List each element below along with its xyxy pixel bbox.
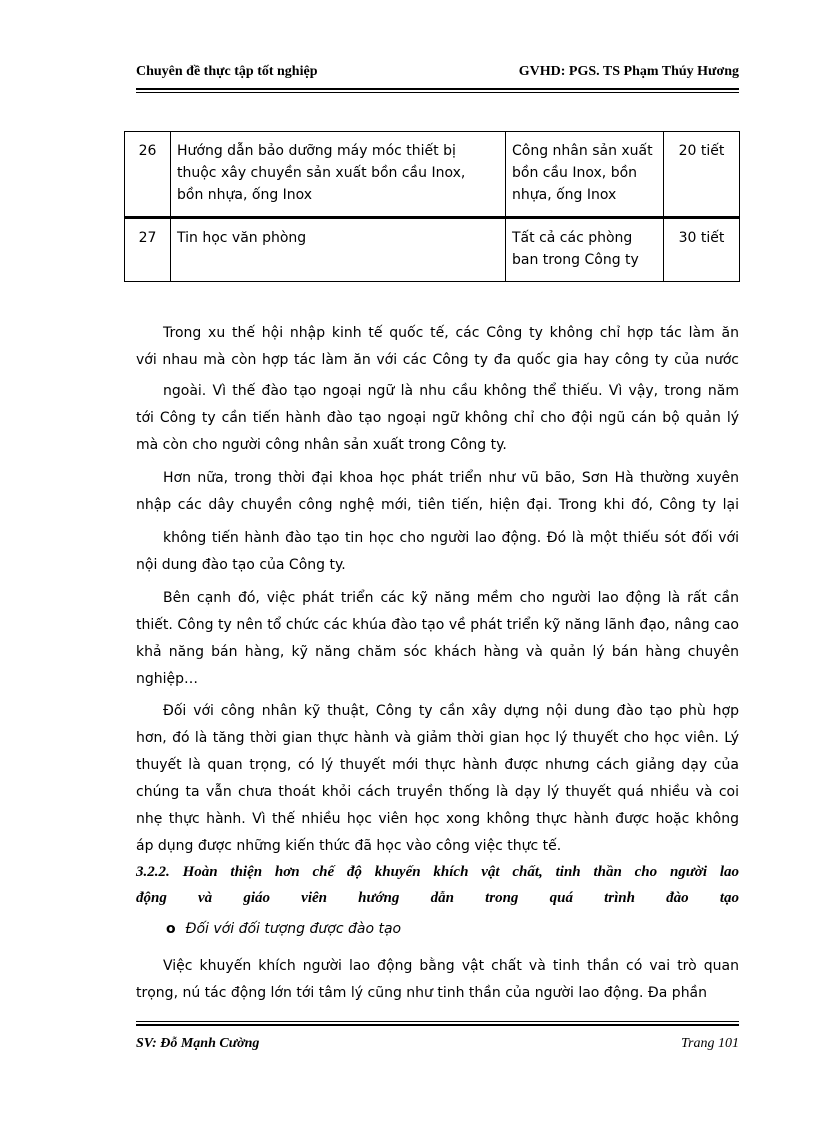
bullet-text: Đối với đối tượng được đào tạo [185,921,402,937]
footer-rule-thick [136,1024,739,1026]
paragraph-line: áp dụng được những kiến thức đã học vào công việc thực tế. [136,838,562,854]
paragraph-line: Hơn nữa, trong thời đại khoa học phát triển như vũ bão, Sơn Hà thường xuyên [163,470,739,486]
training-duration: 30 tiết [664,218,740,282]
section-heading-line: 3.2.2. Hoàn thiện hơn chế độ khuyến khích vật chất, tinh thần cho người lao [136,864,739,880]
paragraph-line: nhẹ thực hành. Vì thế nhiều học viên học xong không thực hành được hoặc không [136,811,739,827]
paragraph-line: nội dung đào tạo của Công ty. [136,557,346,573]
cell-line: bồn nhựa, ống Inox [177,187,313,203]
training-duration: 20 tiết [664,132,740,218]
cell-line: thuộc xây chuyền sản xuất bồn cầu Inox, [177,165,466,181]
training-content [171,218,506,282]
cell-line: Tất cả các phòng [512,230,633,246]
paragraph-line: thuyết là quan trọng, có lý thuyết mới thực hành được nhưng cách giảng dạy của [136,757,739,773]
cell-line: nhựa, ống Inox [512,187,617,203]
paragraph-line: Việc khuyến khích người lao động bằng vật chất và tinh thần có vai trò quan [163,958,739,974]
cell-line: ban trong Công ty [512,252,639,268]
header-rule-thin [136,92,739,93]
paragraph-line: với nhau mà còn hợp tác làm ăn với các Công ty đa quốc gia hay công ty của nước [136,352,739,368]
cell-line: Hướng dẫn bảo dưỡng máy móc thiết bị [177,143,456,159]
footer-student: SV: Đỗ Mạnh Cường [136,1036,260,1051]
paragraph-line: không tiến hành đào tạo tin học cho người lao động. Đó là một thiếu sót đối với [163,530,739,546]
row-number: 26 [125,132,171,218]
row-number: 27 [125,218,171,282]
section-heading-line: động và giáo viên hướng dẫn trong quá trình đào tạo [136,890,739,906]
paragraph-line: Trong xu thế hội nhập kinh tế quốc tế, các Công ty không chỉ hợp tác làm ăn [163,325,739,341]
footer-rule-thin [136,1021,739,1022]
training-table [124,131,740,282]
paragraph-line: nhập các dây chuyền công nghệ mới, tiên tiến, hiện đại. Trong khi đó, Công ty lại [136,497,739,513]
paragraph-line: Bên cạnh đó, việc phát triển các kỹ năng mềm cho người lao động là rất cần [163,590,739,606]
bullet-item [166,921,401,937]
table-row [125,132,740,218]
paragraph-line: tới Công ty cần tiến hành đào tạo ngoại ngữ không chỉ cho đội ngũ cán bộ quản lý [136,410,739,426]
paragraph-line: thiết. Công ty nên tổ chức các khúa đào tạo về phát triển kỹ năng lãnh đạo, nâng cao [136,617,739,633]
paragraph-line: mà còn cho người công nhân sản xuất trong Công ty. [136,437,507,453]
training-target [506,218,664,282]
paragraph-line: khả năng bán hàng, kỹ năng chăm sóc khách hàng và quản lý bán hàng chuyên [136,644,739,660]
paragraph-line: hơn, đó là tăng thời gian thực hành và giảm thời gian học lý thuyết cho học viên. Lý [136,730,739,746]
header-rule-thick [136,88,739,90]
header-supervisor: GVHD: PGS. TS Phạm Thúy Hương [518,64,739,79]
bullet-marker: o [166,921,176,937]
header-document-title: Chuyên đề thực tập tốt nghiệp [136,64,318,79]
page-header [136,64,739,84]
training-content [171,132,506,218]
paragraph-line: chúng ta vẫn chưa thoát khỏi cách truyền thống là dạy lý thuyết quá nhiều và coi [136,784,739,800]
paragraph-line: nghiệp… [136,671,199,687]
paragraph-line: Đối với công nhân kỹ thuật, Công ty cần xây dựng nội dung đào tạo phù hợp [163,703,739,719]
page-number: Trang 101 [681,1036,739,1051]
cell-line: bồn cầu Inox, bồn [512,165,638,181]
cell-line: Tin học văn phòng [177,230,307,246]
table-row [125,218,740,282]
page-footer [136,1036,739,1056]
paragraph-line: trọng, nú tác động lớn tới tâm lý cũng như tinh thần của người lao động. Đa phần [136,985,708,1001]
paragraph-line: ngoài. Vì thế đào tạo ngoại ngữ là nhu cầu không thể thiếu. Vì vậy, trong năm [163,383,739,399]
cell-line: Công nhân sản xuất [512,143,653,159]
training-target [506,132,664,218]
